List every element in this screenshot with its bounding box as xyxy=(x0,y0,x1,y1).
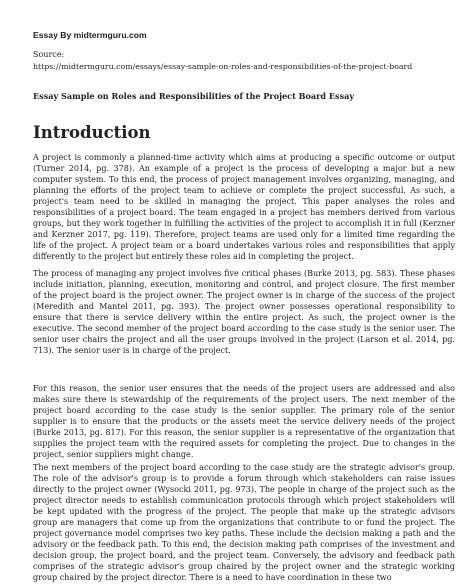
byline: Essay By midtermguru.com xyxy=(33,30,147,40)
section-heading: Introduction xyxy=(33,123,151,142)
source-url[interactable]: https://midtermguru.com/essays/essay-sample-on-roles-and-responsibilities-of-the-project-board xyxy=(33,62,413,71)
essay-title: Essay Sample on Roles and Responsibilities of the Project Board Essay xyxy=(33,91,355,101)
paragraph: The next members of the project board according to the case study are the strategic advisor's group. The role of the advisor's group is to provide a forum through which stakeholders can raise issues directly to the project owner (Wysocki 2011, pg. 973). The people in charge of the project such as the project director needs to establish communication protocols through which project stakeholders will be kept updated with the progress of the project. The people that make up the strategic advisors group are managers that come up from the organizations that contribute to or fund the project. The project governance model comprises two key paths. These include the decision making a path and the advisory or the feedback path. To this end, the decision making path comprises of the investment and decision group, the project board, and the project team. Conversely, the advisory and feedback path comprises of the strategic advisor's group chaired by the project owner and the strategic working group chaired by the project director. There is a need to have coordination in these two xyxy=(33,463,455,583)
paragraph: The process of managing any project involves five critical phases (Burke 2013, pg. 583). These phases include initiation, planning, execution, monitoring and control, and project closure. The first member of the project board is the project owner. The project owner is in charge of the success of the project (Meredith and Mantel 2011, pg. 393). The project owner possesses operational responsibility to ensure that there is service delivery within the entire project. As such, the project owner is the executive. The second member of the project board according to the case study is the senior user. The senior user chairs the project and all the user groups involved in the project (Larson et al. 2014, pg. 713). The senior user is in charge of the project. xyxy=(33,269,455,356)
paragraph: For this reason, the senior user ensures that the needs of the project users are addressed and also makes sure there is stewardship of the requirements of the project users. The next member of the project board according to the case study is the senior supplier. The primary role of the senior supplier is to ensure that the products or the assets meet the service delivery needs of the project (Burke 2013, pg. 817). For this reason, the senior supplier is a representative of the organization that supplies the project team with the required assets for completing the project. Due to changes in the project, senior suppliers might change. xyxy=(33,384,455,460)
paragraph: A project is commonly a planned-time activity which aims at producing a specific outcome or output (Turner 2014, pg. 378). An example of a project is the process of developing a major but a new computer system. To this end, the process of project management involves organizing, managing, and planning the efforts of the project team to achieve or complete the project successful. As such, a project's team need to be skilled in managing the project. This paper analyses the roles and responsibilities of a project board. The team engaged in a project has members derived from various groups, but they work together in fulfilling the activities of the project to accomplish it in full (Kerzner and Kerzner 2017, pg. 119). Therefore, project teams are used only for a limited time regarding the life of the project. A project team or a board undertakes various roles and responsibilities that apply differently to the project but entirely these roles aid in completing the project. xyxy=(33,153,455,262)
source-label: Source: xyxy=(33,50,65,59)
